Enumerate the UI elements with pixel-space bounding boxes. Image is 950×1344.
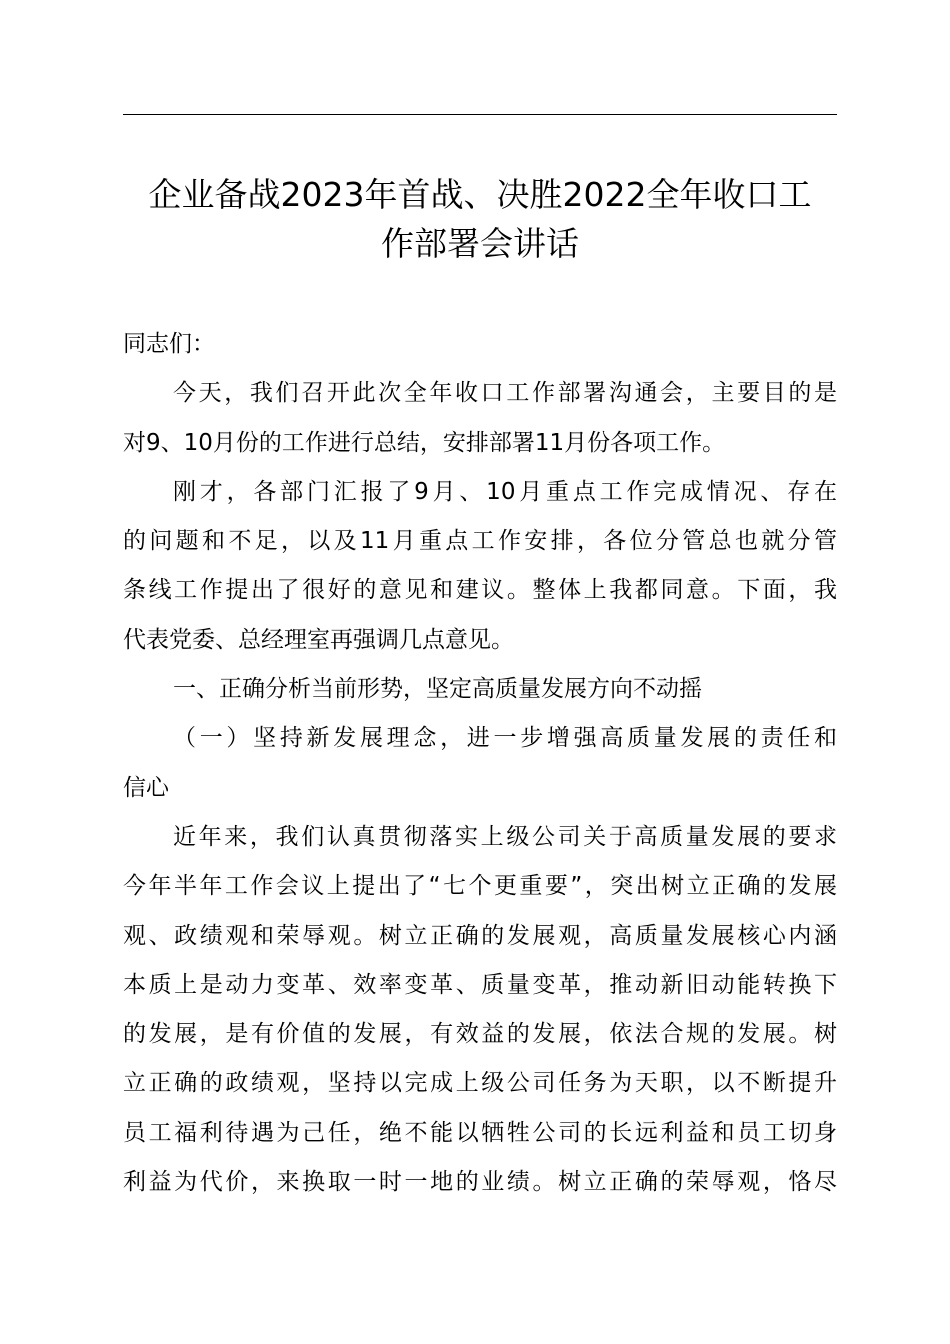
paragraph-line: 今天，我们召开此次全年收口工作部署沟通会，主要目的是 [173, 380, 837, 407]
subsection-heading: （一）坚持新发展理念，进一步增强高质量发展的责任和 [173, 725, 837, 752]
salutation: 同志们： [123, 331, 215, 357]
paragraph-line: 对9、10月份的工作进行总结，安排部署11月份各项工作。 [123, 429, 726, 456]
paragraph-line: 今年半年工作会议上提出了“七个更重要”，突出树立正确的发展 [123, 873, 837, 900]
section-heading: 一、正确分析当前形势，坚定高质量发展方向不动摇 [173, 676, 702, 703]
title-line-2: 作部署会讲话 [381, 224, 579, 263]
title-line-1: 企业备战2023年首战、决胜2022全年收口工 [148, 175, 812, 214]
document-body [123, 320, 837, 1207]
paragraph-line: 代表党委、总经理室再强调几点意见。 [123, 626, 514, 653]
paragraph-line: 观、政绩观和荣辱观。树立正确的发展观，高质量发展核心内涵 [123, 922, 837, 949]
paragraph-line: 刚才，各部门汇报了9月、10月重点工作完成情况、存在 [173, 478, 837, 505]
paragraph-line: 条线工作提出了很好的意见和建议。整体上我都同意。下面，我 [123, 577, 837, 604]
paragraph-line: 立正确的政绩观，坚持以完成上级公司任务为天职，以不断提升 [123, 1070, 837, 1097]
paragraph-line: 近年来，我们认真贯彻落实上级公司关于高质量发展的要求 [173, 823, 837, 850]
paragraph-line: 利益为代价，来换取一时一地的业绩。树立正确的荣辱观，恪尽 [123, 1169, 837, 1196]
document-title [110, 170, 850, 268]
paragraph-line: 本质上是动力变革、效率变革、质量变革，推动新旧动能转换下 [123, 971, 837, 998]
paragraph-line: 的问题和不足，以及11月重点工作安排，各位分管总也就分管 [123, 528, 837, 555]
subsection-heading-cont: 信心 [123, 774, 169, 801]
header-rule [123, 114, 837, 115]
paragraph-line: 的发展，是有价值的发展，有效益的发展，依法合规的发展。树 [123, 1021, 837, 1048]
paragraph-line: 员工福利待遇为己任，绝不能以牺牲公司的长远利益和员工切身 [123, 1119, 837, 1146]
